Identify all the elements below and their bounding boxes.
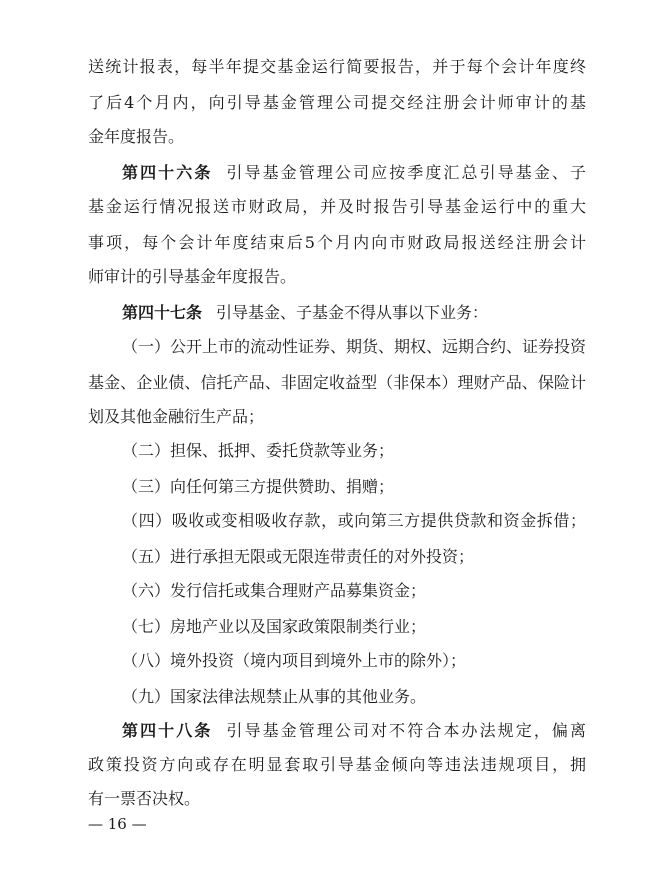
text-line: 了后4个月内，向引导基金管理公司提交经注册会计师审计的基: [88, 93, 586, 112]
list-item: （二）担保、抵押、委托贷款等业务；: [122, 441, 395, 460]
text-line: 金年度报告。: [88, 127, 185, 146]
text-line: 引导基金管理公司对不符合本办法规定，偏离: [226, 721, 586, 740]
article-heading: 第四十六条: [122, 163, 213, 182]
article-heading: 第四十七条: [122, 303, 203, 322]
text-line: 送统计报表，每半年提交基金运行简要报告，并于每个会计年度终: [88, 57, 586, 76]
page-number: — 16 —: [88, 815, 147, 833]
article-heading: 第四十八条: [122, 721, 213, 740]
text-line: 引导基金、子基金不得从事以下业务：: [216, 303, 489, 322]
list-item: （六）发行信托或集合理财产品募集资金；: [122, 581, 427, 600]
list-item: （九）国家法律法规禁止从事的其他业务。: [122, 687, 427, 706]
article-47-paragraph: [122, 300, 586, 326]
text-line: 政策投资方向或存在明显套取引导基金倾向等违法违规项目，拥: [88, 755, 586, 774]
text-line: 师审计的引导基金年度报告。: [88, 267, 297, 286]
list-item: （一）公开上市的流动性证券、期货、期权、远期合约、证券投资: [122, 337, 587, 356]
list-item: （八）境外投资（境内项目到境外上市的除外）；: [122, 651, 467, 670]
article-48-paragraph: [122, 718, 586, 744]
text-line: 引导基金管理公司应按季度汇总引导基金、子: [226, 163, 586, 182]
list-item: （三）向任何第三方提供赞助、捐赠；: [122, 477, 395, 496]
list-item: （七）房地产业以及国家政策限制类行业；: [122, 617, 427, 636]
text-line: 基金、企业债、信托产品、非固定收益型（非保本）理财产品、保险计: [88, 373, 586, 392]
list-item: （五）进行承担无限或无限连带责任的对外投资；: [122, 547, 475, 566]
article-46-paragraph: [122, 160, 586, 186]
list-item: （四）吸收或变相吸收存款，或向第三方提供贷款和资金拆借；: [122, 511, 586, 530]
text-line: 有一票否决权。: [88, 789, 201, 808]
text-line: 划及其他金融衍生产品；: [88, 407, 265, 426]
text-line: 事项，每个会计年度结束后5个月内向市财政局报送经注册会计: [88, 233, 586, 252]
text-line: 基金运行情况报送市财政局，并及时报告引导基金运行中的重大: [88, 197, 586, 216]
